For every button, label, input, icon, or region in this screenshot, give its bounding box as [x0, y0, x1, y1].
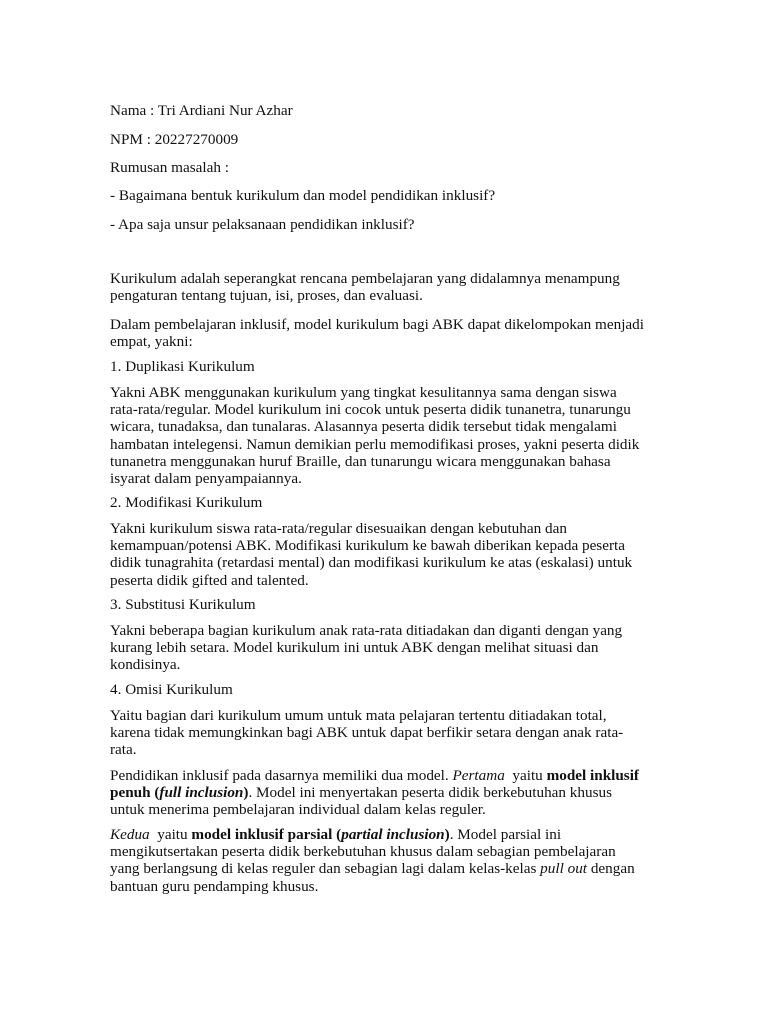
text-line: [110, 826, 650, 843]
text-run: penuh (: [110, 784, 160, 802]
intro-paragraph-2: [110, 316, 650, 350]
student-name: Nama : Tri Ardiani Nur Azhar: [110, 102, 293, 119]
text-line: tunanetra menggunakan huruf Braille, dan tunarungu wicara menggunakan bahasa: [110, 452, 611, 470]
text-run: ): [444, 826, 450, 843]
text-run: yang berlangsung di kelas reguler dan sebagian lagi dalam kelas-kelas: [110, 860, 541, 878]
text-line: wicara, tunadaksa, dan tunalaras. Alasannya peserta didik tersebut tidak mengalami: [110, 418, 617, 436]
intro-paragraph-1: [110, 270, 650, 304]
section-body-modifikasi: [110, 520, 650, 589]
emphasis-pull-out: pull out: [540, 860, 588, 878]
text-run: Pendidikan inklusif pada dasarnya memiliki dua model.: [110, 767, 453, 784]
emphasis-kedua: Kedua: [110, 826, 150, 843]
text-run: model inklusif parsial (: [191, 826, 342, 843]
text-line: Yaitu bagian dari kurikulum umum untuk mata pelajaran tertentu ditiadakan total,: [110, 707, 607, 724]
text-line: Yakni beberapa bagian kurikulum anak rata-rata ditiadakan dan diganti dengan yang: [110, 622, 623, 639]
text-line: isyarat dalam penyampaiannya.: [110, 469, 302, 487]
text-line: kurang lebih setara. Model kurikulum ini untuk ABK dengan melihat situasi dan: [110, 639, 599, 657]
text-line: kemampuan/potensi ABK. Modifikasi kurikulum ke bawah diberikan kepada peserta: [110, 537, 625, 555]
bold-inklusif-parsial: [191, 826, 449, 843]
section-heading-omisi: 4. Omisi Kurikulum: [110, 681, 233, 698]
text-run: . Model ini menyertakan peserta didik berkebutuhan khusus: [248, 784, 613, 802]
section-heading-modifikasi: 2. Modifikasi Kurikulum: [110, 494, 263, 511]
model-paragraph: [110, 767, 650, 819]
text-run: dengan: [587, 860, 635, 878]
section-heading-duplikasi: 1. Duplikasi Kurikulum: [110, 358, 255, 375]
bold-model-inklusif: model inklusif: [546, 767, 639, 784]
text-line: rata-rata/regular. Model kurikulum ini cocok untuk peserta didik tunanetra, tunarungu: [110, 401, 631, 419]
section-body-substitusi: [110, 622, 650, 674]
text-run: . Model parsial ini: [449, 826, 562, 843]
emphasis-partial-inclusion: partial inclusion: [341, 826, 445, 843]
text-line: [110, 860, 650, 877]
text-line: [110, 767, 650, 784]
text-line: [110, 784, 650, 801]
text-line: bantuan guru pendamping khusus.: [110, 877, 319, 895]
section-heading-substitusi: 3. Substitusi Kurikulum: [110, 596, 256, 613]
text-line: karena tidak memungkinkan bagi ABK untuk dapat berfikir setara dengan anak rata-: [110, 724, 624, 742]
text-line: Yakni ABK menggunakan kurikulum yang tingkat kesulitannya sama dengan siswa: [110, 384, 617, 401]
question-1: - Bagaimana bentuk kurikulum dan model pendidikan inklusif?: [110, 187, 496, 204]
student-npm: NPM : 20227270009: [110, 131, 239, 148]
text-line: Dalam pembelajaran inklusif, model kurikulum bagi ABK dapat dikelompokan menjadi: [110, 316, 644, 333]
emphasis-pertama: Pertama: [452, 767, 505, 784]
text-line: pengaturan tentang tujuan, isi, proses, dan evaluasi.: [110, 287, 423, 305]
text-line: kondisinya.: [110, 656, 181, 674]
section-body-duplikasi: [110, 384, 650, 487]
bold-penuh: [110, 784, 248, 801]
text-line: Yakni kurikulum siswa rata-rata/regular disesuaikan dengan kebutuhan dan: [110, 520, 567, 537]
text-line: peserta didik gifted and talented.: [110, 571, 309, 589]
text-line: mengikutsertakan peserta didik berkebutuhan khusus dalam sebagian pembelajaran: [110, 843, 616, 861]
emphasis-full-inclusion: full inclusion: [159, 784, 244, 802]
section-body-omisi: [110, 707, 650, 759]
text-run: yaitu: [504, 767, 547, 784]
question-2: - Apa saja unsur pelaksanaan pendidikan inklusif?: [110, 216, 415, 233]
text-line: hambatan intelegensi. Namun demikian perlu memodifikasi proses, yakni peserta didik: [110, 435, 640, 453]
text-line: rata.: [110, 741, 137, 759]
text-line: untuk menerima pembelajaran individual dalam kelas reguler.: [110, 801, 486, 819]
text-line: didik tunagrahita (retardasi mental) dan modifikasi kurikulum ke atas (eskalasi) untuk: [110, 554, 633, 572]
problem-formulation-label: Rumusan masalah :: [110, 159, 229, 176]
text-line: empat, yakni:: [110, 333, 193, 351]
text-line: Kurikulum adalah seperangkat rencana pembelajaran yang didalamnya menampung: [110, 270, 620, 287]
kedua-paragraph: [110, 826, 650, 895]
text-run: yaitu: [149, 826, 192, 843]
text-run: ): [243, 784, 249, 802]
